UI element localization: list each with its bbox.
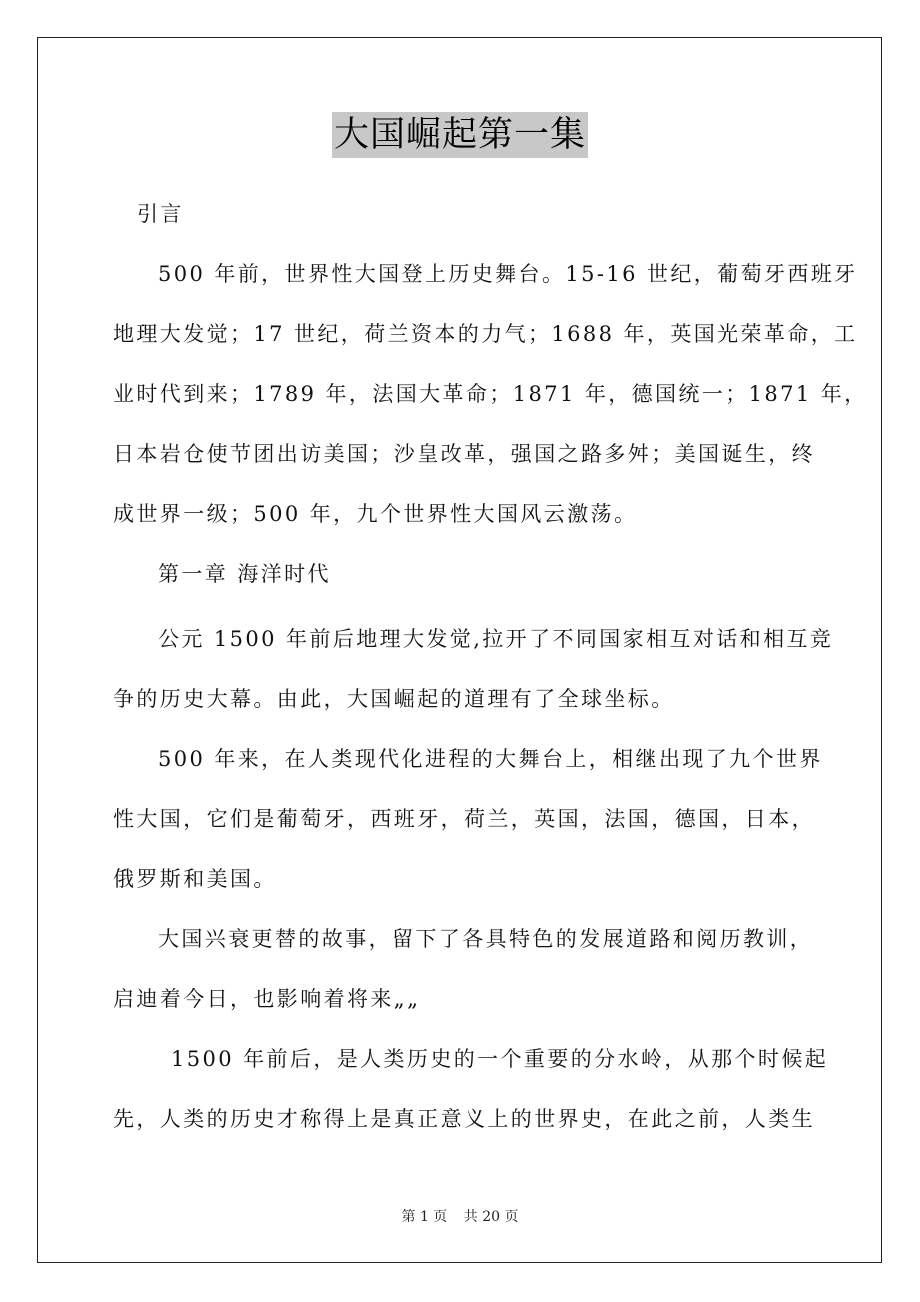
paragraph-line: 公元 1500 年前后地理大发觉,拉开了不同国家相互对话和相互竞	[158, 627, 834, 651]
paragraph-line: 大国兴衰更替的故事，留下了各具特色的发展道路和阅历教训，	[158, 927, 814, 951]
paragraph-line: 俄罗斯和美国。	[113, 867, 277, 891]
paragraph-line: 1500 年前后，是人类历史的一个重要的分水岭，从那个时候起	[171, 1047, 829, 1071]
paragraph-line: 日本岩仓使节团出访美国；沙皇改革，强国之路多舛；美国诞生，终	[113, 442, 815, 466]
paragraph-line: 性大国，它们是葡萄牙，西班牙，荷兰，英国，法国，德国，日本，	[113, 807, 815, 831]
chapter-heading: 第一章 海洋时代	[158, 562, 331, 586]
paragraph-line: 业时代到来；1789 年，法国大革命；1871 年，德国统一；1871 年，	[113, 382, 868, 406]
title-container	[0, 112, 920, 158]
page-footer	[0, 1206, 920, 1226]
paragraph-line: 成世界一级；500 年，九个世界性大国风云激荡。	[113, 502, 638, 526]
paragraph-line: 500 年前，世界性大国登上历史舞台。15-16 世纪，葡萄牙西班牙	[158, 262, 858, 286]
paragraph-line: 地理大发觉；17 世纪，荷兰资本的力气；1688 年，英国光荣革命，工	[113, 322, 858, 346]
paragraph-line: 500 年来，在人类现代化进程的大舞台上，相继出现了九个世界	[158, 747, 823, 771]
section-heading-intro: 引言	[137, 202, 184, 226]
page-number-total: 共 20 页	[463, 1209, 519, 1225]
paragraph-line: 先，人类的历史才称得上是真正意义上的世界史，在此之前，人类生	[113, 1107, 815, 1131]
document-title: 大国崛起第一集	[332, 112, 588, 158]
page-number-current: 第 1 页	[401, 1209, 448, 1225]
paragraph-line: 争的历史大幕。由此，大国崛起的道理有了全球坐标。	[113, 687, 675, 711]
paragraph-line: 启迪着今日，也影响着将来„„	[113, 987, 421, 1011]
